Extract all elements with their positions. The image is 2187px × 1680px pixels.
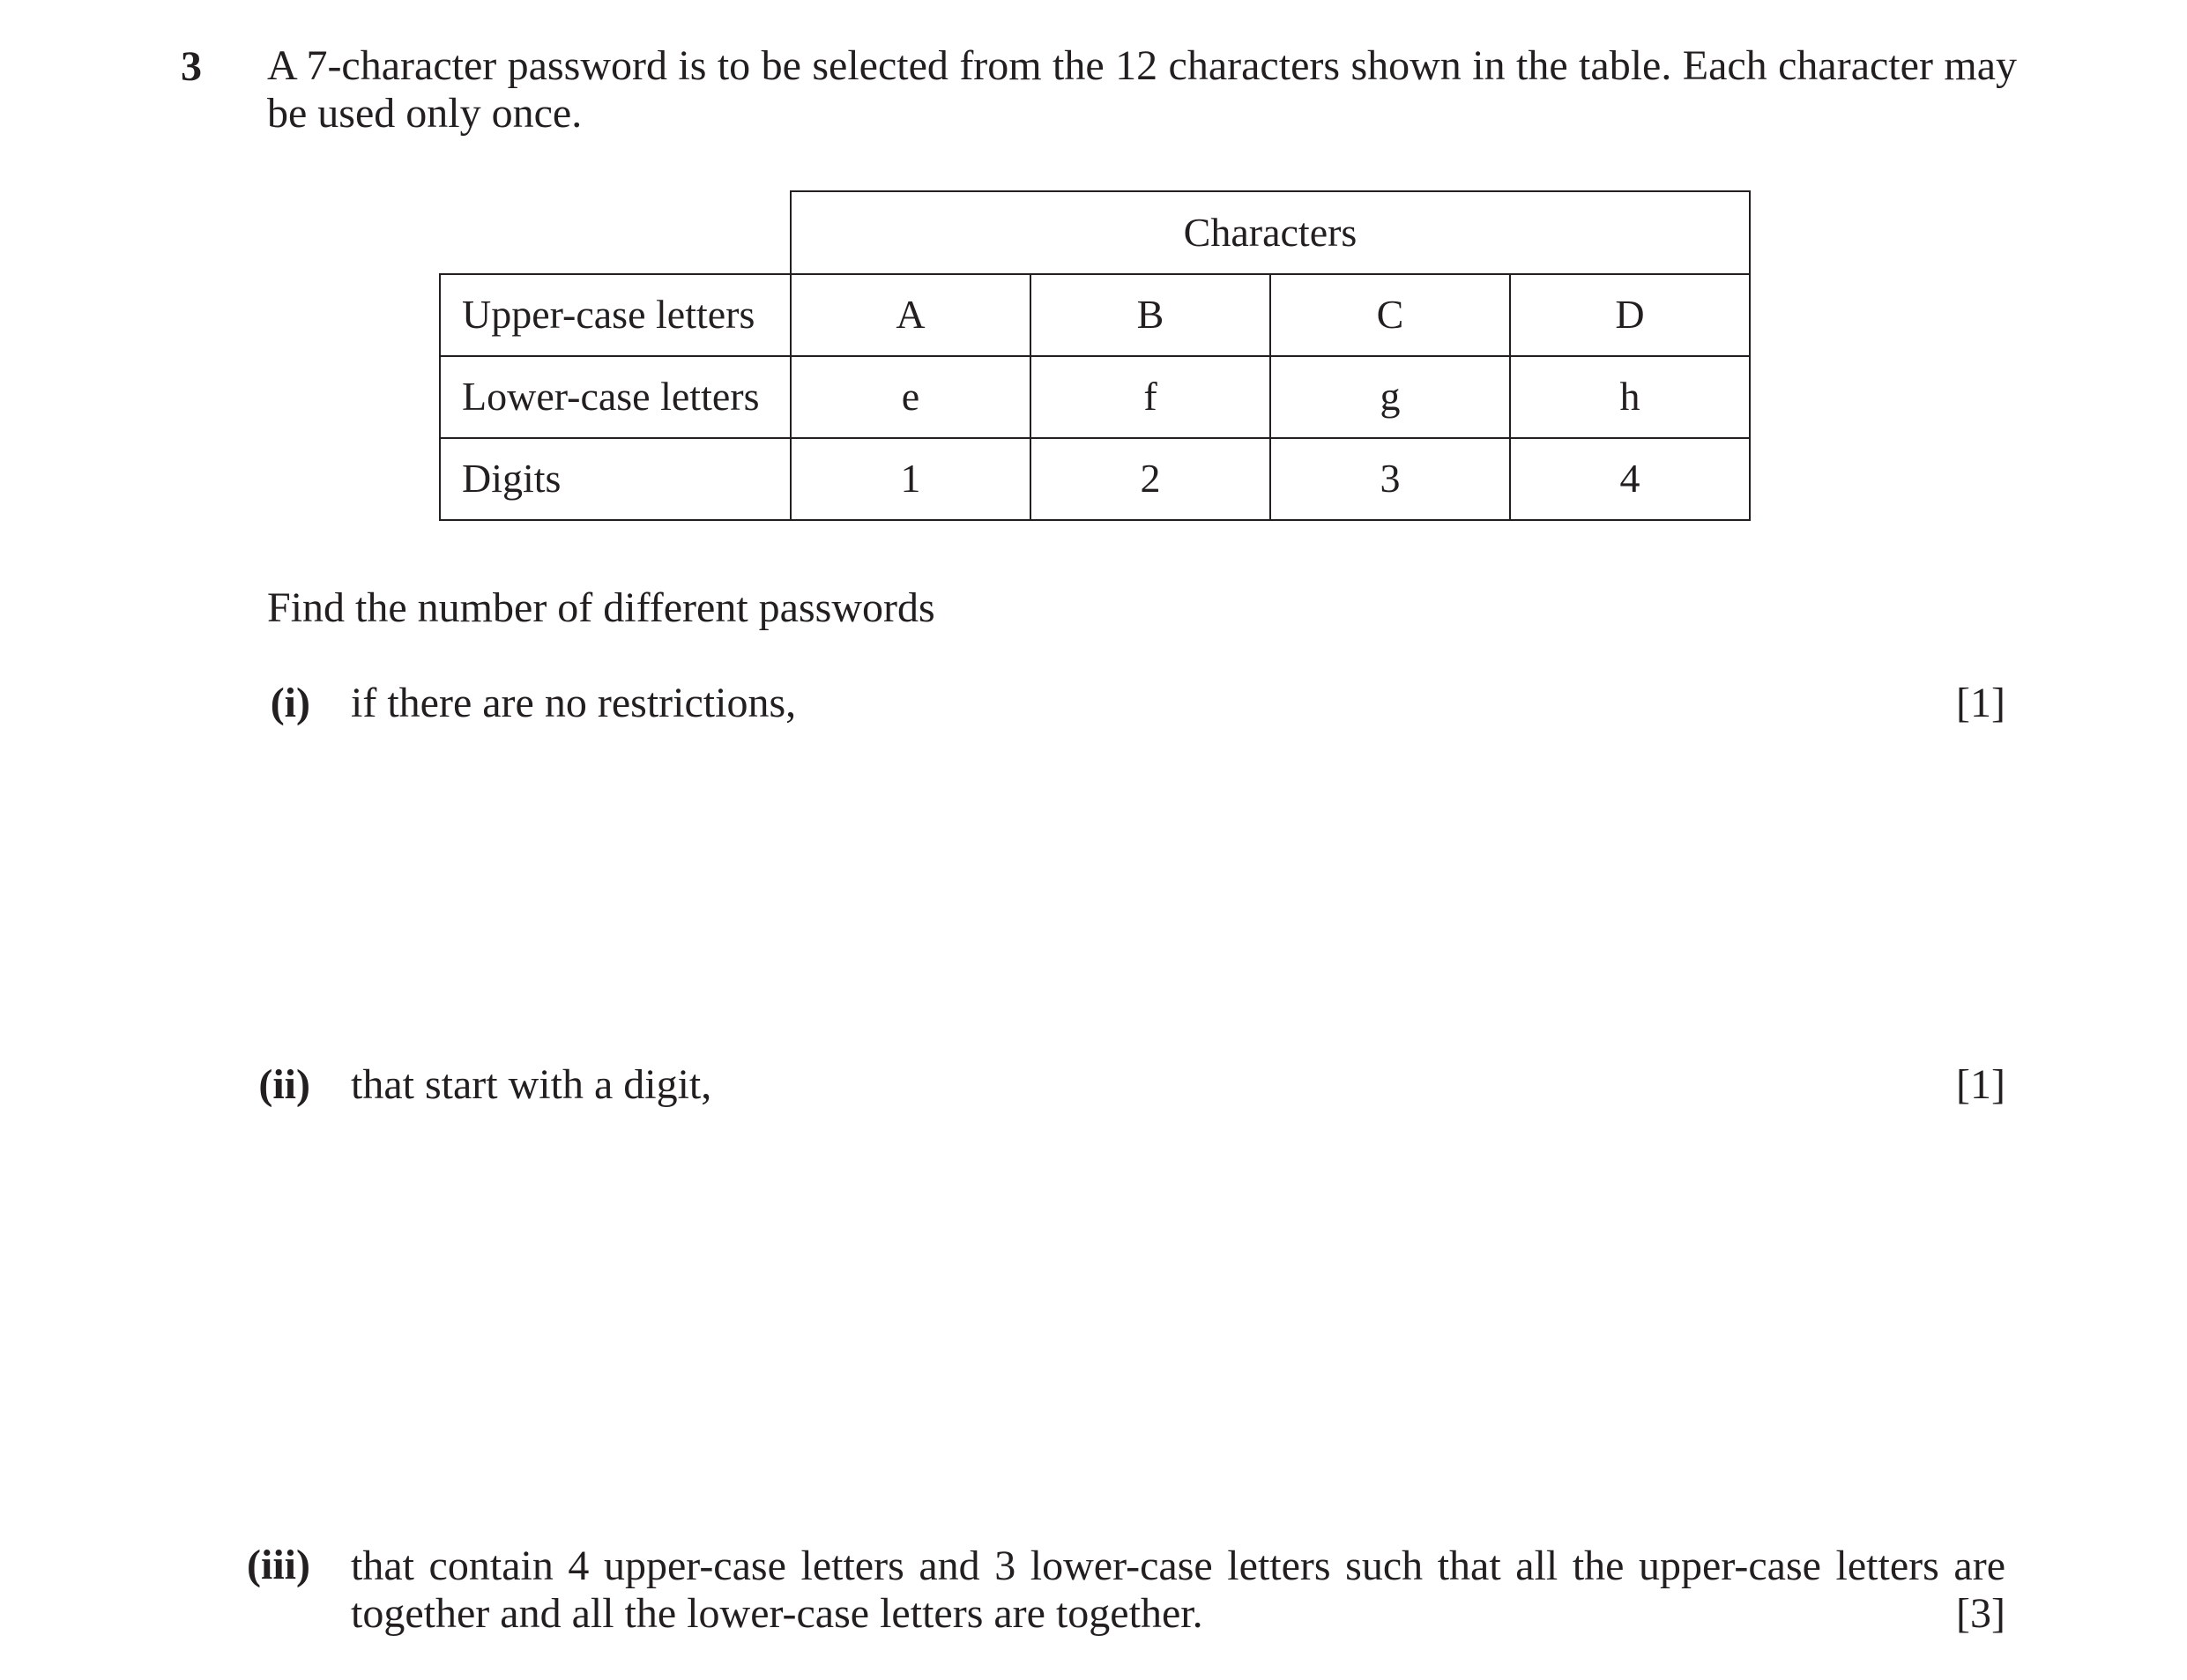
table-cell: A [791, 274, 1030, 356]
part-iii-label: (iii) [247, 1542, 310, 1588]
table-cell: 1 [791, 438, 1030, 520]
table-header-row [440, 191, 1750, 274]
table-cell: h [1510, 356, 1750, 438]
table-cell: g [1270, 356, 1510, 438]
table-cell: D [1510, 274, 1750, 356]
part-iii-marks: [3] [1956, 1590, 2005, 1637]
table-row-lower [440, 356, 1750, 438]
table-cell: 4 [1510, 438, 1750, 520]
question-prompt: Find the number of different passwords [267, 584, 935, 631]
row-label: Lower-case letters [440, 356, 791, 438]
table-cell: f [1030, 356, 1270, 438]
table-cell: C [1270, 274, 1510, 356]
table-cell: B [1030, 274, 1270, 356]
table-header-characters: Characters [791, 191, 1750, 274]
table-cell: 2 [1030, 438, 1270, 520]
part-iii-text-line1: that contain 4 upper-case letters and 3 lower-case letters such that all the upper-case letters are [351, 1542, 2005, 1589]
table-row-upper [440, 274, 1750, 356]
part-iii-text-line2: together and all the lower-case letters are together. [351, 1590, 1203, 1637]
question-intro: A 7-character password is to be selected from the 12 characters shown in the table. Each character may be used only once. [267, 42, 2017, 137]
part-i-label: (i) [270, 680, 310, 726]
table-row-digits [440, 438, 1750, 520]
row-label: Digits [440, 438, 791, 520]
row-label: Upper-case letters [440, 274, 791, 356]
question-number: 3 [181, 43, 202, 90]
table-corner-cell [440, 191, 791, 274]
table-cell: e [791, 356, 1030, 438]
part-i-marks: [1] [1956, 680, 2005, 726]
part-ii-label: (ii) [258, 1061, 310, 1108]
part-iii-body [351, 1542, 2005, 1638]
characters-table [439, 190, 1751, 521]
part-ii-marks: [1] [1956, 1061, 2005, 1108]
part-iii-line2 [351, 1590, 2005, 1638]
part-ii-text: that start with a digit, [351, 1061, 712, 1108]
part-i-text: if there are no restrictions, [351, 680, 797, 726]
table-cell: 3 [1270, 438, 1510, 520]
